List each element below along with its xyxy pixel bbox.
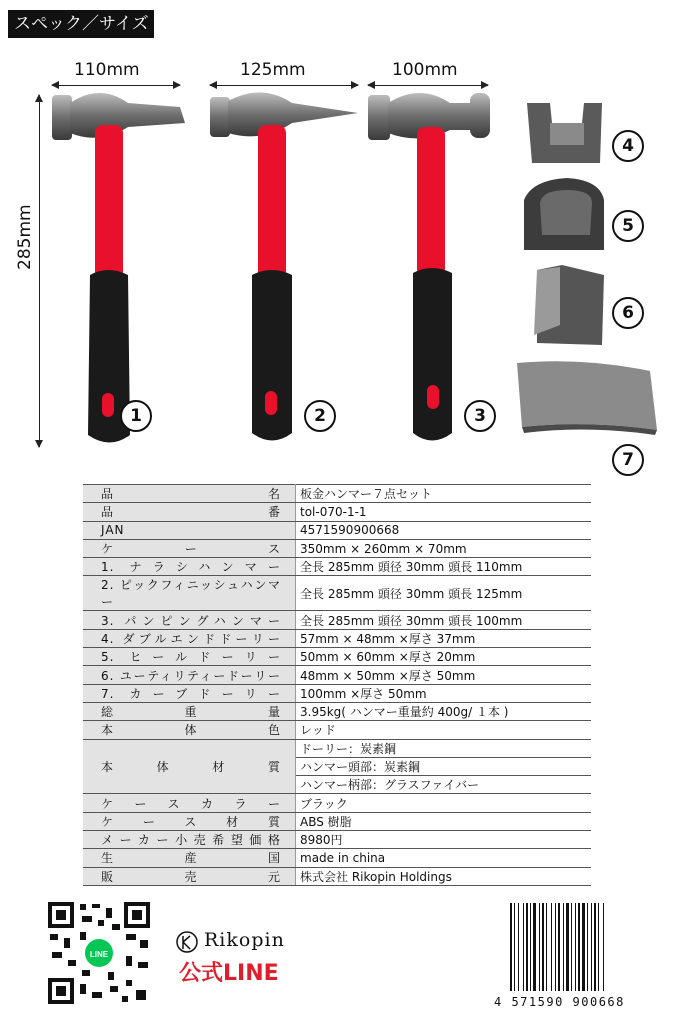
table-row: 品名 板金ハンマー７点セット	[83, 485, 591, 503]
barcode-bar	[526, 903, 528, 991]
dolly-6	[534, 265, 604, 345]
hammer-3	[368, 93, 490, 441]
barcode-icon	[510, 903, 634, 991]
barcode-bar	[542, 903, 544, 991]
barcode-bar	[510, 903, 512, 991]
table-row: 3. パンピングハンマー 全長 285mm 頭径 30mm 頭長 100mm	[83, 611, 591, 629]
table-row: 6. ユーティリティードーリー 48mm × 50mm ×厚さ 50mm	[83, 666, 591, 684]
table-row: 本体色 レッド	[83, 721, 591, 739]
barcode-bar	[575, 903, 576, 991]
barcode-bar	[530, 903, 531, 991]
item-number-1: 1	[120, 400, 152, 432]
table-row: JAN 4571590900668	[83, 521, 591, 539]
table-row: 品番 tol-070-1-1	[83, 503, 591, 521]
barcode-bar	[594, 903, 596, 991]
table-row: 本体材質 ドーリー：炭素鋼	[83, 739, 591, 757]
dimension-width-2: 125mm	[240, 60, 306, 80]
table-row: 1. ナラシハンマー 全長 285mm 頭径 30mm 頭長 110mm	[83, 558, 591, 576]
dimension-width-3: 100mm	[392, 60, 458, 80]
barcode-bar	[539, 903, 540, 991]
dimension-height: 285mm	[15, 204, 35, 270]
section-title: スペック／サイズ	[8, 10, 154, 38]
barcode-bar	[563, 903, 564, 991]
table-row: 生産国 made in china	[83, 849, 591, 867]
barcode-bar	[598, 903, 599, 991]
table-row: ハンマー頭部：炭素鋼	[83, 757, 591, 775]
barcode-bar	[523, 903, 524, 991]
rikopin-logo-icon	[176, 930, 198, 954]
table-row: メーカー小売希望価格 8980円	[83, 831, 591, 849]
table-row: 7. カーブドーリー 100mm ×厚さ 50mm	[83, 684, 591, 702]
barcode-bar	[591, 903, 592, 991]
item-number-2: 2	[304, 400, 336, 432]
spec-table	[83, 484, 591, 886]
official-line-label[interactable]: 公式LINE	[179, 961, 279, 986]
table-row: ハンマー柄部：グラスファイバー	[83, 776, 591, 794]
barcode-bar	[551, 903, 552, 991]
table-row: ケース材質 ABS 樹脂	[83, 812, 591, 830]
line-badge-text: LINE	[89, 950, 109, 959]
barcode-bar	[546, 903, 547, 991]
table-row: 総重量 3.95kg( ハンマー重量約 400g/ １本 )	[83, 702, 591, 720]
barcode-bar	[518, 903, 519, 991]
barcode-bar	[578, 903, 580, 991]
barcode-bar	[582, 903, 585, 991]
dolly-4	[527, 103, 602, 163]
item-number-3: 3	[464, 400, 496, 432]
barcode-bar	[555, 903, 556, 991]
barcode-number: 4 571590 900668	[494, 995, 625, 1009]
table-row: 4. ダブルエンドドーリー 57mm × 48mm ×厚さ 37mm	[83, 629, 591, 647]
item-number-5: 5	[612, 210, 644, 242]
table-row: 5. ヒールドーリー 50mm × 60mm ×厚さ 20mm	[83, 648, 591, 666]
dolly-5	[524, 178, 604, 250]
hammer-2	[210, 92, 358, 440]
item-number-4: 4	[612, 130, 644, 162]
table-row: ケース 350mm × 260mm × 70mm	[83, 539, 591, 557]
item-number-7: 7	[612, 444, 644, 476]
item-number-6: 6	[612, 297, 644, 329]
barcode-bar	[587, 903, 588, 991]
brand-name: Rikopin	[204, 929, 285, 951]
table-row: ケースカラー ブラック	[83, 794, 591, 812]
barcode-bar	[571, 903, 572, 991]
dimension-width-1: 110mm	[74, 60, 140, 80]
hammers-illustration	[0, 85, 510, 455]
barcode-bar	[558, 903, 560, 991]
barcode-bar	[514, 903, 515, 991]
qr-code-icon[interactable]	[46, 900, 152, 1006]
dolly-7	[517, 361, 657, 435]
barcode-bar	[603, 903, 604, 991]
table-row: 2. ピックフィニッシュハンマー 全長 285mm 頭径 30mm 頭長 125mm	[83, 576, 591, 611]
table-row: 販売元 株式会社 Rikopin Holdings	[83, 867, 591, 885]
barcode-bar	[533, 903, 536, 991]
barcode-bar	[566, 903, 569, 991]
hammer-1	[52, 93, 185, 443]
